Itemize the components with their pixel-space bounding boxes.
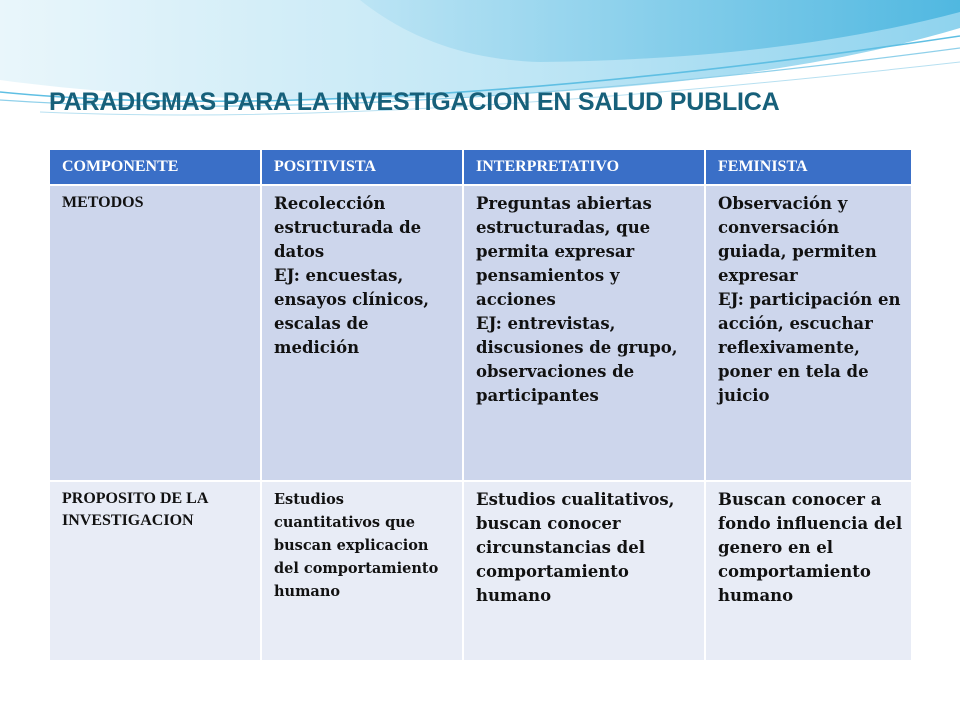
cell-text: Preguntas abiertas estructuradas, que permita expresar pensamientos y acciones EJ: entrevistas, discusiones de grupo, observaciones de participantes [476,194,678,405]
cell-text: Buscan conocer a fondo influencia del genero en el comportamiento humano [718,490,903,605]
paradigms-table [48,148,913,662]
slide-title: PARADIGMAS PARA LA INVESTIGACION EN SALUD PUBLICA [49,88,780,116]
row-label-proposito [49,481,261,661]
table-header-row [49,149,912,185]
cell-text: Observación y conversación guiada, permiten expresar EJ: participación en acción, escuchar reflexivamente, poner en tela de juicio [718,194,901,405]
cell-text: METODOS [62,194,144,211]
cell-metodos-interpretativo [463,185,705,481]
cell-text: Estudios cuantitativos que buscan explicacion del comportamiento humano [274,491,439,600]
cell-metodos-positivista [261,185,463,481]
cell-proposito-feminista [705,481,912,661]
cell-text: Recolección estructurada de datos EJ: encuestas, ensayos clínicos, escalas de medición [274,194,430,357]
cell-text: Estudios cualitativos, buscan conocer circunstancias del comportamiento humano [476,490,675,605]
header-interpretativo: INTERPRETATIVO [463,149,705,185]
cell-text: PROPOSITO DE LA INVESTIGACION [62,490,208,529]
cell-proposito-interpretativo [463,481,705,661]
header-positivista: POSITIVISTA [261,149,463,185]
row-label-metodos [49,185,261,481]
cell-proposito-positivista [261,481,463,661]
cell-metodos-feminista [705,185,912,481]
header-componente: COMPONENTE [49,149,261,185]
table-row-metodos [49,185,912,481]
table-row-proposito [49,481,912,661]
header-feminista: FEMINISTA [705,149,912,185]
